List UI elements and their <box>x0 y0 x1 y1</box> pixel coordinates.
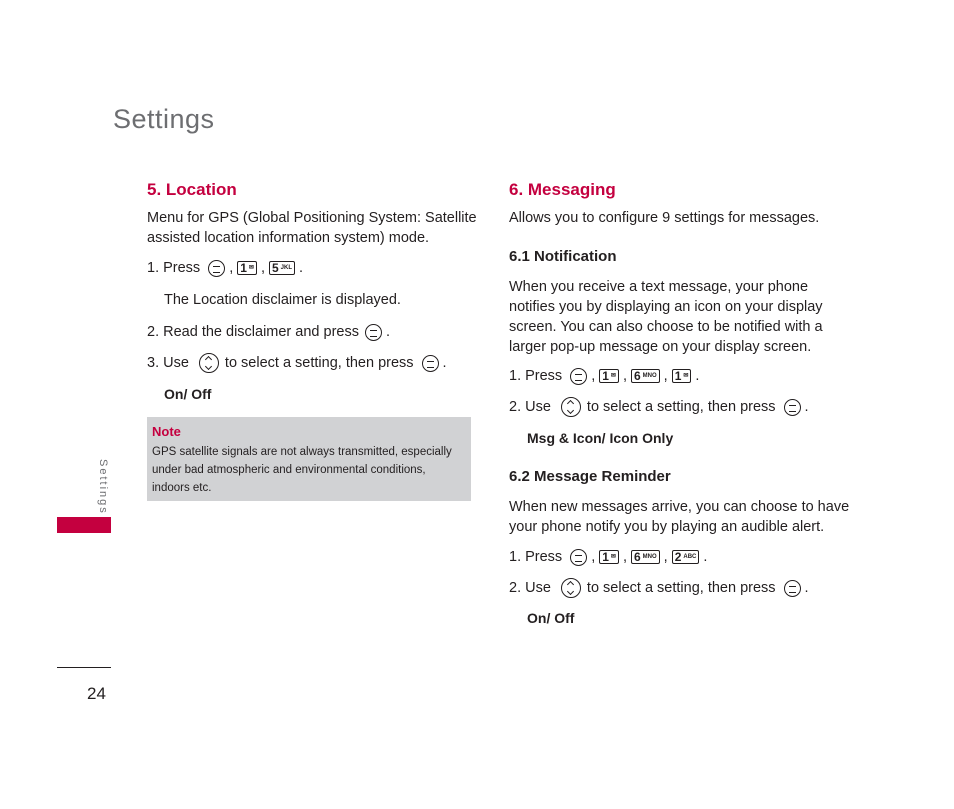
step-text: to select a setting, then press <box>586 580 776 596</box>
menu-ok-key-icon <box>365 324 382 341</box>
menu-ok-key-icon <box>784 399 801 416</box>
navigation-key-icon <box>199 353 219 373</box>
notification-text-line-1: When you receive a text message, your phone <box>509 279 809 295</box>
location-heading: 5. Location <box>147 180 237 199</box>
page-title: Settings <box>113 104 215 134</box>
key-1-icon: 1 ✉ <box>672 369 692 383</box>
note-line: under bad atmospheric and environmental conditions, <box>152 464 426 476</box>
step-text: 3. Use <box>147 355 189 371</box>
messaging-intro: Allows you to configure 9 settings for messages. <box>509 210 820 226</box>
menu-ok-key-icon <box>422 355 439 372</box>
location-intro-line-1: Menu for GPS (Global Positioning System: Satellite <box>147 210 477 226</box>
key-1-icon: 1 ✉ <box>599 550 619 564</box>
location-step-3: 3. Use to select a setting, then press . <box>147 355 447 371</box>
navigation-key-icon <box>561 578 581 598</box>
page-number: 24 <box>87 684 106 703</box>
key-1-icon: 1 ✉ <box>237 261 257 275</box>
notification-step-2: 2. Use to select a setting, then press . <box>509 399 809 415</box>
reminder-step-1: 1. Press , 1 ✉ , 6 MNO , 2 ABC . <box>509 549 708 565</box>
notification-heading: 6.1 Notification <box>509 248 617 265</box>
reminder-heading: 6.2 Message Reminder <box>509 468 671 485</box>
location-intro-line-2: assisted location information system) mode. <box>147 230 430 246</box>
notification-text-line-3: screen. You can also choose to be notified with a <box>509 319 823 335</box>
menu-ok-key-icon <box>784 580 801 597</box>
side-section-label: Settings <box>97 459 109 515</box>
reminder-text-line-2: your phone notify you by playing an audible alert. <box>509 519 825 535</box>
reminder-option: On/ Off <box>527 610 575 626</box>
notification-option: Msg & Icon/ Icon Only <box>527 430 674 446</box>
notification-text-line-4: larger pop-up message on your display screen. <box>509 339 812 355</box>
key-2-icon: 2 ABC <box>672 550 700 564</box>
location-step-1-note: The Location disclaimer is displayed. <box>164 292 401 308</box>
step-text: 1. Press <box>509 549 563 565</box>
note-text <box>152 443 464 497</box>
note-line: indoors etc. <box>152 482 212 494</box>
reminder-text-line-1: When new messages arrive, you can choose to have <box>509 499 850 515</box>
notification-step-1: 1. Press , 1 ✉ , 6 MNO , 1 ✉ . <box>509 368 700 384</box>
key-5-icon: 5 JKL <box>269 261 295 275</box>
key-6-icon: 6 MNO <box>631 550 660 564</box>
step-text: 2. Read the disclaimer and press <box>147 324 359 340</box>
reminder-step-2: 2. Use to select a setting, then press . <box>509 580 809 596</box>
section-tab-marker <box>57 517 111 533</box>
step-text: to select a setting, then press <box>586 399 776 415</box>
key-6-icon: 6 MNO <box>631 369 660 383</box>
step-text: 1. Press <box>509 368 563 384</box>
menu-ok-key-icon <box>570 368 587 385</box>
notification-text-line-2: notifies you by displaying an icon on your display <box>509 299 823 315</box>
location-step-1: 1. Press , 1 ✉ , 5 JKL . <box>147 260 304 276</box>
location-option: On/ Off <box>164 386 212 402</box>
footer-divider <box>57 667 111 668</box>
key-1-icon: 1 ✉ <box>599 369 619 383</box>
step-text: 2. Use <box>509 399 551 415</box>
messaging-heading: 6. Messaging <box>509 180 616 199</box>
menu-ok-key-icon <box>208 260 225 277</box>
note-title: Note <box>152 424 181 439</box>
menu-ok-key-icon <box>570 549 587 566</box>
step-text: 1. Press <box>147 260 201 276</box>
navigation-key-icon <box>561 397 581 417</box>
step-text: to select a setting, then press <box>224 355 414 371</box>
step-text: 2. Use <box>509 580 551 596</box>
note-line: GPS satellite signals are not always transmitted, especially <box>152 446 452 458</box>
location-step-2: 2. Read the disclaimer and press . <box>147 324 391 340</box>
